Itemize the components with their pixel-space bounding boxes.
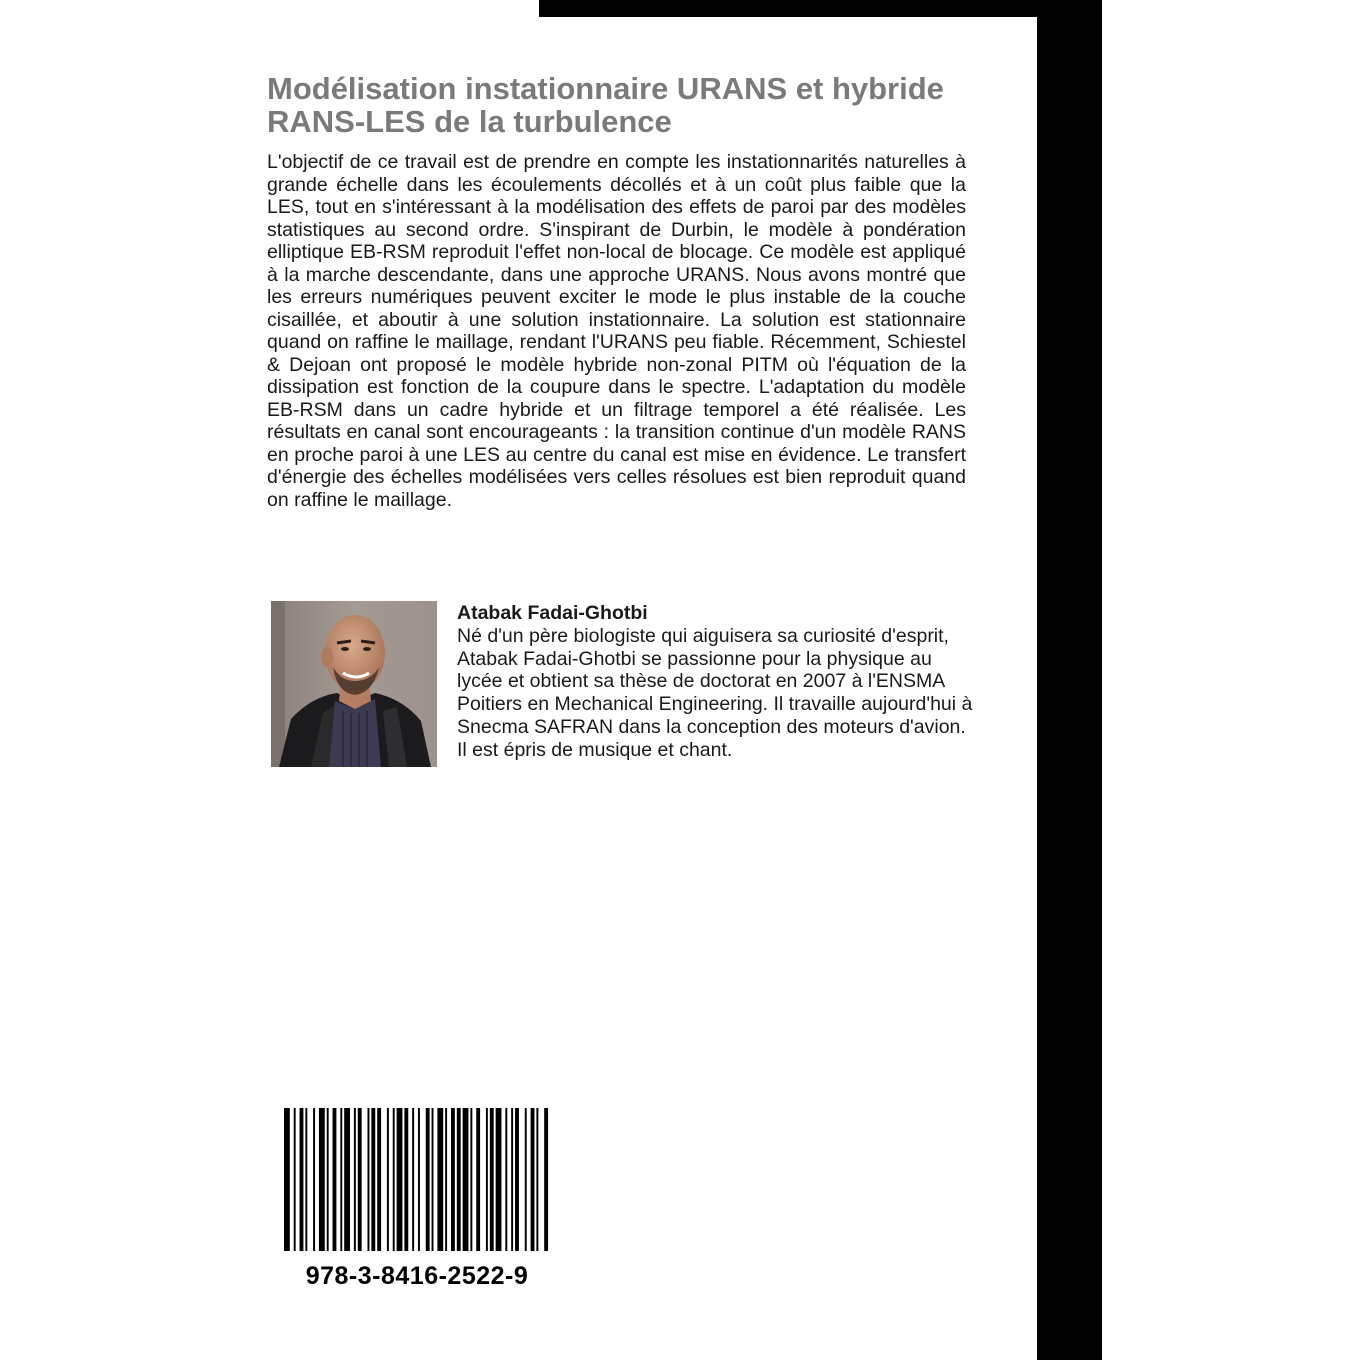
barcode-bar (486, 1108, 488, 1251)
barcode-bar (496, 1108, 502, 1251)
barcode-bar (393, 1108, 395, 1251)
barcode-bar (344, 1108, 350, 1251)
barcode-bar (515, 1108, 519, 1251)
top-black-bar (539, 0, 1102, 17)
barcode-bar (476, 1108, 480, 1251)
barcode-bar (412, 1108, 414, 1251)
barcode-bar (377, 1108, 381, 1251)
barcode-bar (505, 1108, 507, 1251)
author-bio: Né d'un père biologiste qui aiguisera sa curiosité d'esprit, Atabak Fadai-Ghotbi se passionne pour la physique au lycée et obtient sa thèse de doctorat en 2007 à l'ENSMA Poitiers en Mechanical Engineering. Il travaille aujourd'hui à Snecma SAFRAN dans la conception des moteurs d'avion. Il est épris de musique et chant. (457, 625, 973, 761)
barcode-bar (404, 1108, 408, 1251)
barcode-bar (333, 1108, 337, 1251)
book-spine (1037, 0, 1102, 1360)
barcode-bar (340, 1108, 342, 1251)
barcode-bar (490, 1108, 494, 1251)
barcode-bar (457, 1108, 461, 1251)
barcode-bar (397, 1108, 403, 1251)
barcode-bar (463, 1108, 469, 1251)
isbn-number: 978-3-8416-2522-9 (305, 1262, 529, 1290)
barcode-bar (300, 1108, 304, 1251)
barcode-bar (511, 1108, 513, 1251)
barcode-bar (445, 1108, 447, 1251)
barcode-bar (358, 1108, 362, 1251)
barcode-bar (525, 1108, 527, 1251)
barcode-bar (536, 1108, 538, 1251)
barcode-bar (426, 1108, 430, 1251)
barcode-bar (354, 1108, 356, 1251)
barcode-bar (313, 1108, 315, 1251)
barcode-bar (371, 1108, 375, 1251)
barcode-bar (387, 1108, 389, 1251)
barcode-bar (451, 1108, 455, 1251)
isbn-barcode (284, 1108, 550, 1251)
author-name: Atabak Fadai-Ghotbi (457, 602, 648, 624)
barcode-bar (544, 1108, 548, 1251)
barcode-bar (437, 1108, 443, 1251)
barcode-bar (305, 1108, 307, 1251)
barcode-bar (327, 1108, 329, 1251)
barcode-bar (470, 1108, 472, 1251)
barcode-bar (367, 1108, 369, 1251)
barcode-bar (284, 1108, 290, 1251)
barcode-bar (531, 1108, 535, 1251)
author-photo (271, 601, 437, 767)
barcode-bar (432, 1108, 434, 1251)
barcode-bar (418, 1108, 420, 1251)
barcode-bar (319, 1108, 325, 1251)
barcode-bar (294, 1108, 296, 1251)
book-title: Modélisation instationnaire URANS et hybride RANS-LES de la turbulence (267, 71, 944, 139)
book-abstract: L'objectif de ce travail est de prendre en compte les instationnarités naturelles à grande échelle dans les écoulements décollés et à un coût plus faible que la LES, tout en s'intéressant à la modélisation des effets de paroi par des modèles statistiques au second ordre. S'inspirant de Durbin, le modèle à pondération elliptique EB-RSM reproduit l'effet non-local de blocage. Ce modèle est appliqué à la marche descendante, dans une approche URANS. Nous avons montré que les erreurs numériques peuvent exciter le mode le plus instable de la couche cisaillée, et aboutir à une solution instationnaire. La solution est stationnaire quand on raffine le maillage, rendant l'URANS peu fiable. Récemment, Schiestel & Dejoan ont proposé le modèle hybride non-zonal PITM où l'équation de la dissipation est fonction de la coupure dans le spectre. L'adaptation du modèle EB-RSM dans un cadre hybride et un filtrage temporel a été réalisée. Les résultats en canal sont encourageants : la transition continue d'un modèle RANS en proche paroi à une LES au centre du canal est mise en évidence. Le transfert d'énergie des échelles modélisées vers celles résolues est bien reproduit quand on raffine le maillage. (267, 151, 966, 511)
